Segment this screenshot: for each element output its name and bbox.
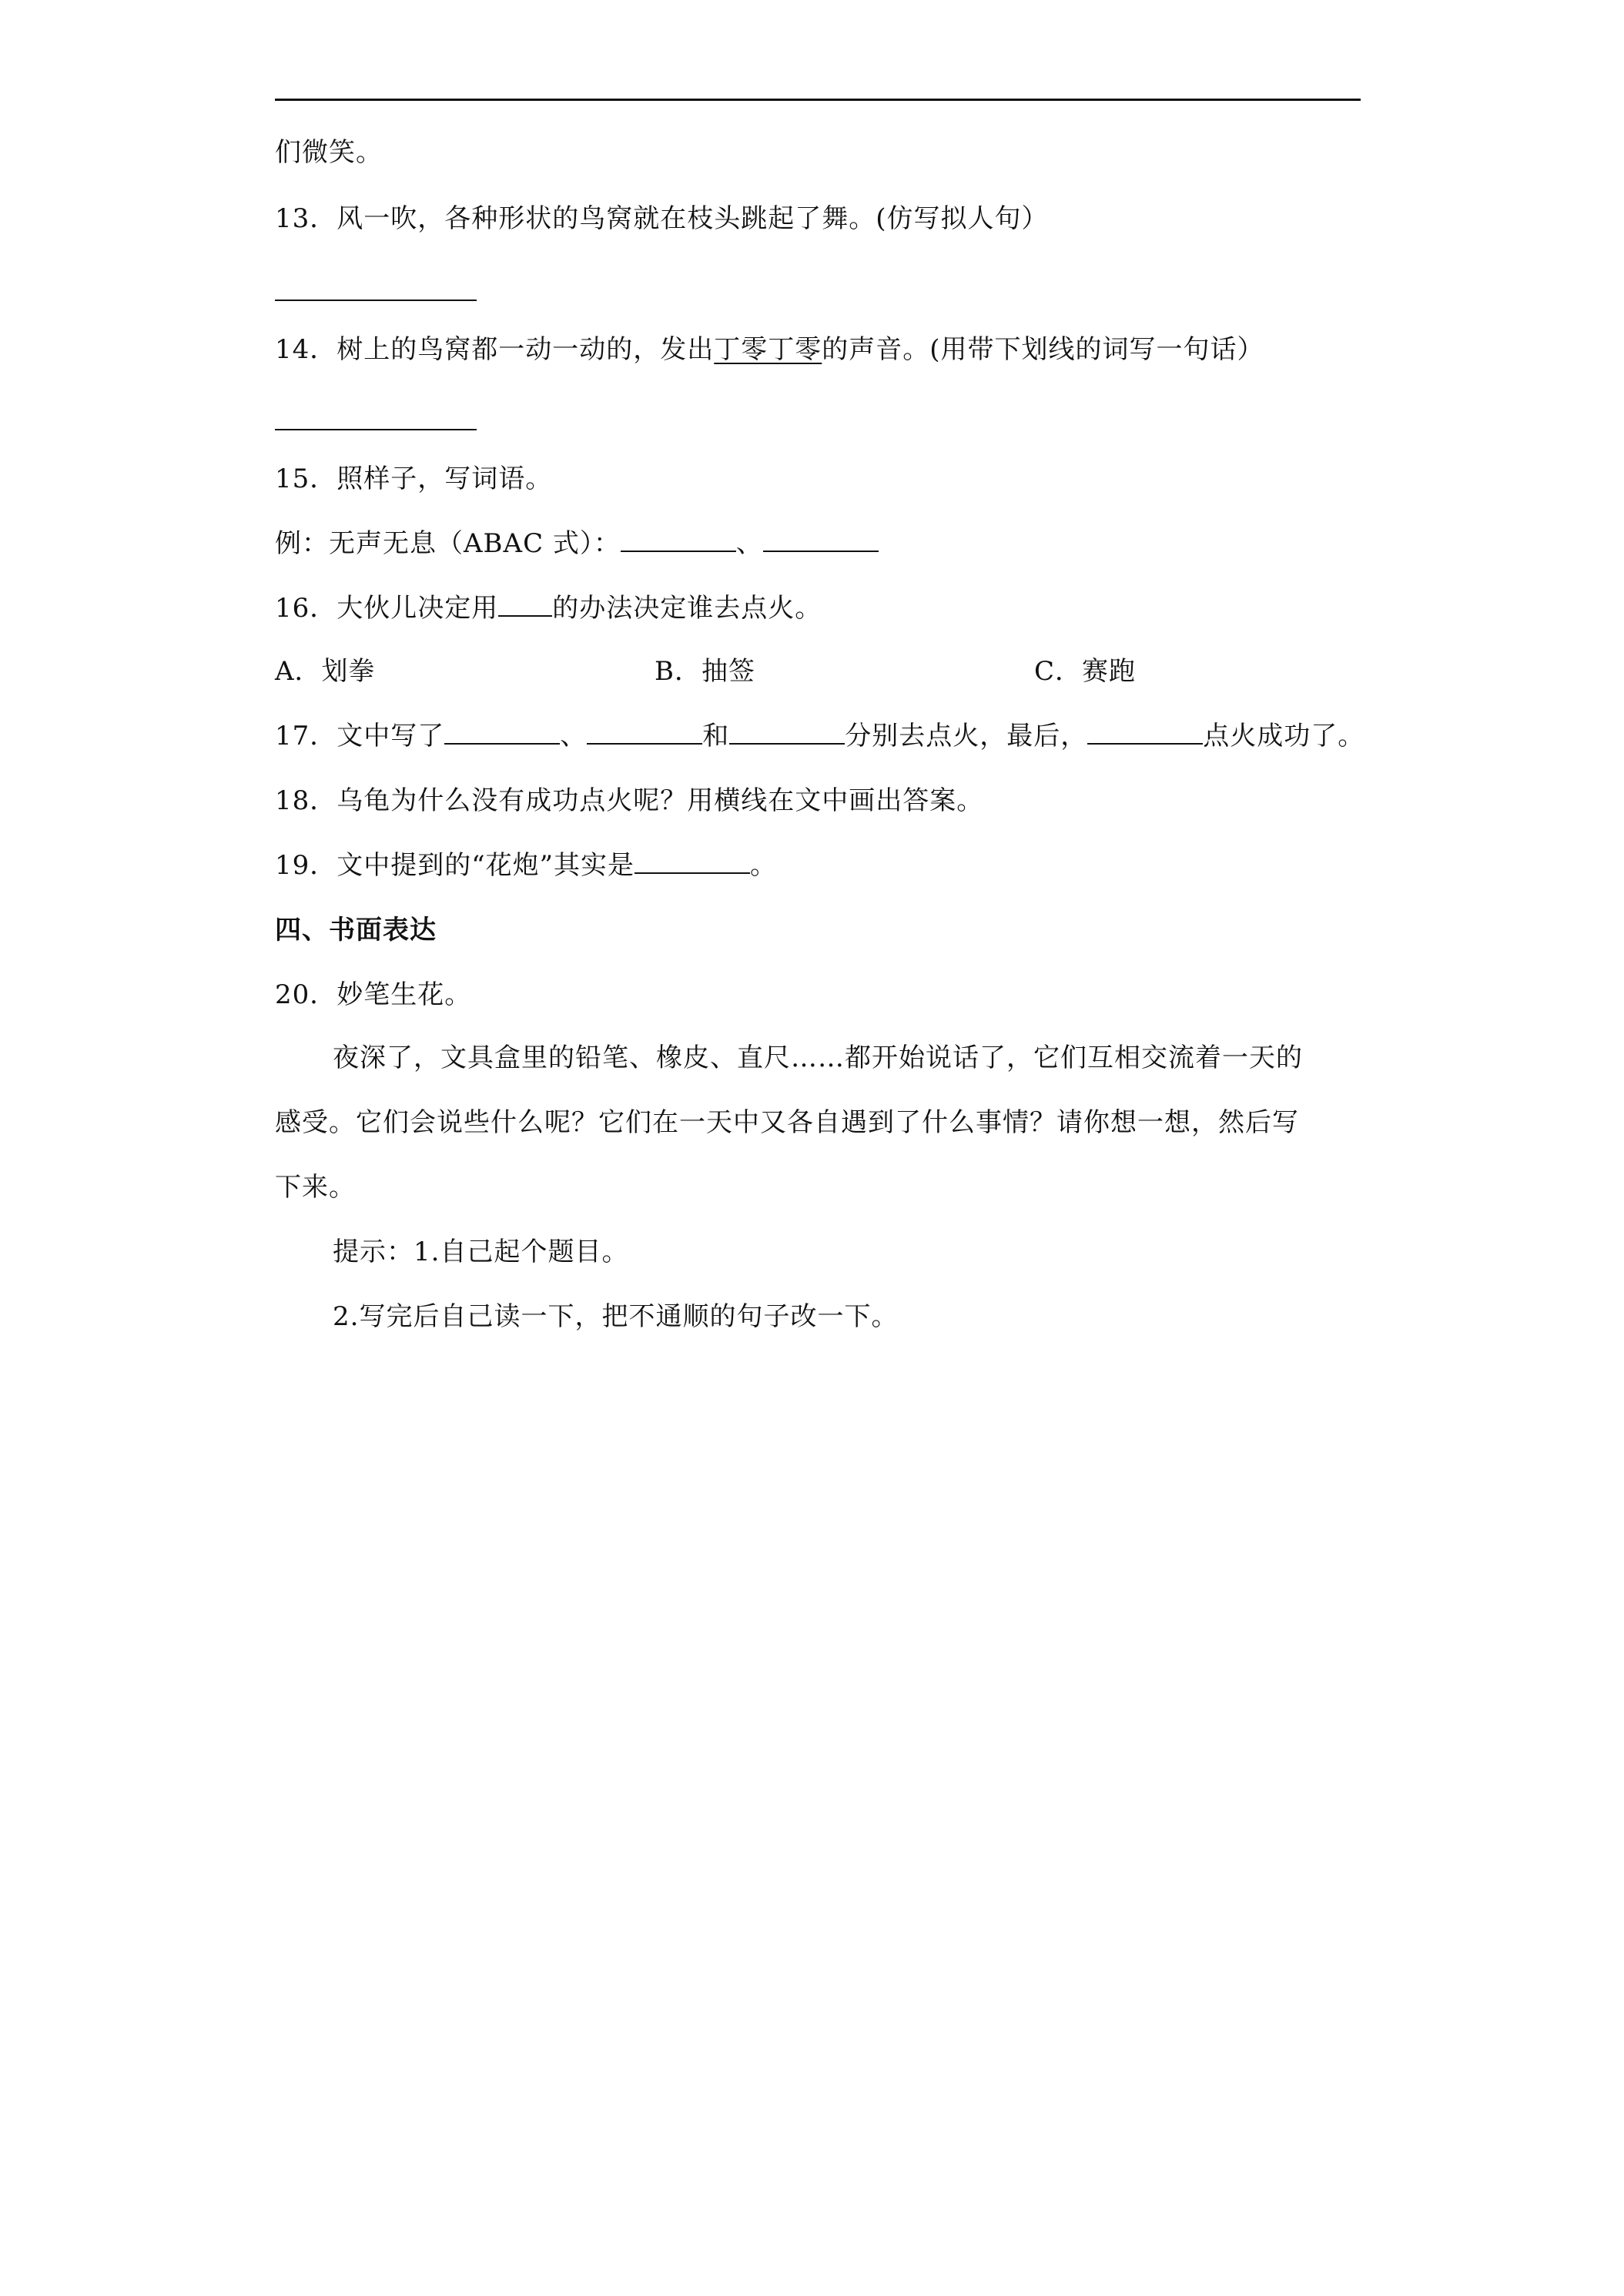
- question-17: [275, 719, 1364, 753]
- option-a[interactable]: A．划拳: [275, 656, 376, 687]
- answer-line-14[interactable]: [275, 405, 477, 439]
- question-20-paragraph-line-1: 夜深了，文具盒里的铅笔、橡皮、直尺……都开始说话了，它们互相交流着一天的: [333, 1043, 1303, 1073]
- section-4-heading: 四、书面表达: [275, 915, 437, 946]
- answer-line-13[interactable]: [275, 276, 477, 310]
- header-rule: [275, 99, 1361, 101]
- question-20-paragraph-line-3: 下来。: [275, 1172, 356, 1203]
- continuation-text: 们微笑。: [275, 137, 383, 168]
- question-13: 13．风一吹，各种形状的鸟窝就在枝头跳起了舞。(仿写拟人句）: [275, 203, 1049, 234]
- question-15-example: [275, 527, 879, 561]
- question-17-part1: 17．文中写了: [275, 721, 445, 751]
- answer-blank-15b[interactable]: [763, 527, 879, 552]
- answer-blank-17d[interactable]: [1087, 720, 1203, 745]
- answer-blank-13[interactable]: [275, 276, 477, 301]
- question-17-part2: 、: [560, 721, 588, 751]
- question-16-post: 的办法决定谁去点火。: [552, 593, 822, 624]
- question-17-part5: 点火成功了。: [1203, 721, 1365, 751]
- question-17-part3: 和: [702, 721, 730, 751]
- question-20: 20．妙笔生花。: [275, 979, 472, 1010]
- answer-blank-17b[interactable]: [587, 720, 702, 745]
- answer-blank-15a[interactable]: [621, 527, 736, 552]
- question-20-paragraph-line-2: 感受。它们会说些什么呢？它们在一天中又各自遇到了什么事情？请你想一想，然后写: [275, 1107, 1299, 1138]
- answer-blank-17a[interactable]: [444, 720, 560, 745]
- question-15-separator: 、: [735, 528, 763, 559]
- question-19-pre: 19．文中提到的“花炮”其实是: [275, 850, 635, 881]
- question-14-underlined-word: 丁零丁零: [714, 334, 822, 365]
- question-15-example-prefix: 例：无声无息（ABAC 式）：: [275, 528, 621, 559]
- question-14-pre: 14．树上的鸟窝都一动一动的，发出: [275, 334, 715, 365]
- option-c[interactable]: C．赛跑: [1034, 656, 1137, 687]
- answer-blank-19[interactable]: [635, 849, 750, 874]
- question-17-part4: 分别去点火，最后，: [845, 721, 1088, 751]
- question-14-post: 的声音。(用带下划线的词写一句话）: [822, 334, 1264, 365]
- question-15: 15．照样子，写词语。: [275, 464, 553, 494]
- question-20-hint-2: 2.写完后自己读一下，把不通顺的句子改一下。: [333, 1301, 899, 1332]
- question-16-pre: 16．大伙儿决定用: [275, 593, 499, 624]
- question-19: [275, 848, 777, 882]
- answer-blank-16[interactable]: [498, 592, 552, 617]
- question-16: [275, 591, 822, 625]
- question-19-post: 。: [750, 850, 778, 881]
- answer-blank-17c[interactable]: [729, 720, 845, 745]
- option-b[interactable]: B．抽签: [655, 656, 755, 687]
- answer-blank-14[interactable]: [275, 406, 477, 430]
- question-18: 18．乌龟为什么没有成功点火呢？用横线在文中画出答案。: [275, 785, 984, 816]
- question-20-hint-1: 提示：1.自己起个题目。: [333, 1237, 629, 1267]
- question-14: [275, 333, 1264, 366]
